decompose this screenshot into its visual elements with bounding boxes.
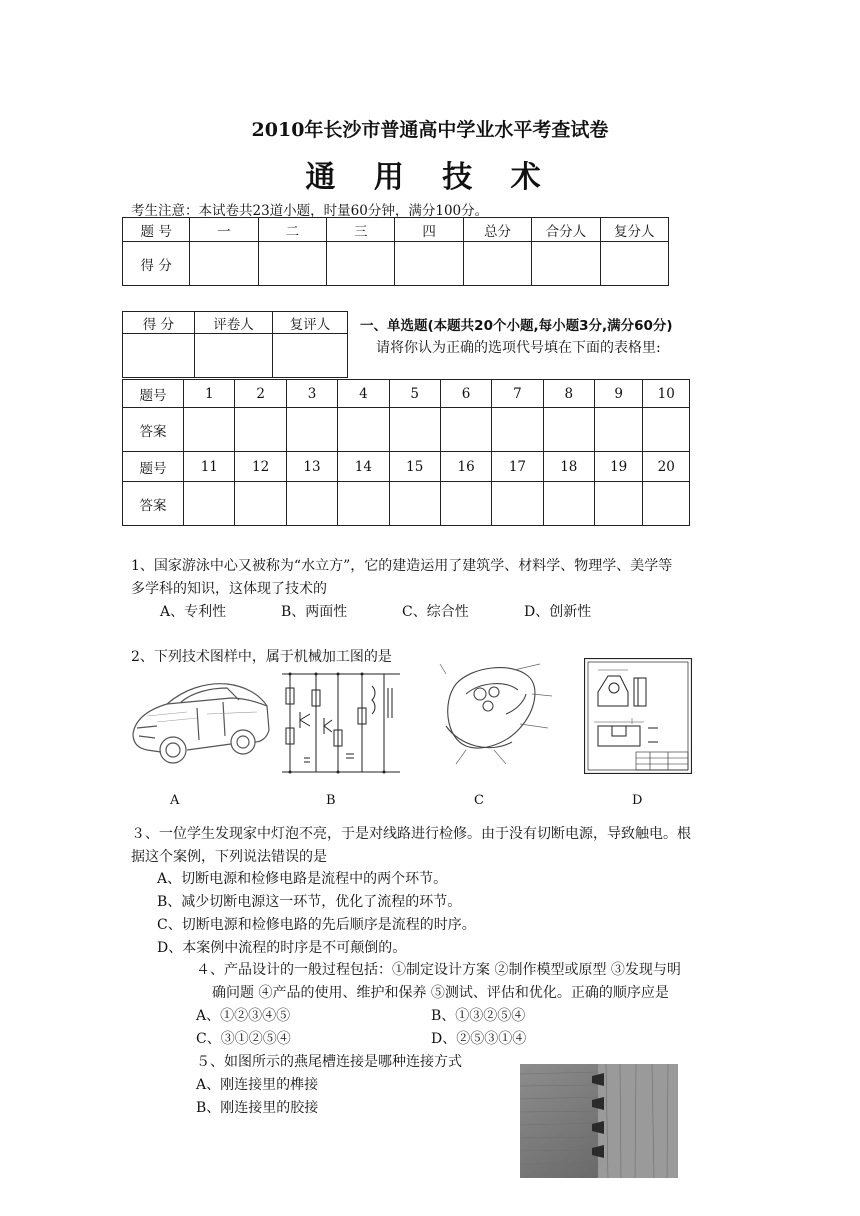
answer-table — [122, 379, 690, 526]
answer-input-cell[interactable] — [389, 408, 440, 452]
mechanical-drawing-figure[interactable] — [584, 658, 692, 774]
answer-input-cell[interactable] — [643, 482, 690, 526]
q2-label-b: B — [326, 793, 336, 808]
answer-input-cell[interactable] — [286, 482, 337, 526]
question-number-cell: 4 — [338, 380, 389, 408]
score-input-cell[interactable] — [190, 242, 258, 286]
answer-row-label: 答案 — [123, 408, 184, 452]
q4-option-d[interactable]: D、②⑤③①④ — [431, 1031, 527, 1047]
q1-option-c[interactable]: C、综合性 — [402, 604, 469, 620]
q3-option-c[interactable]: C、切断电源和检修电路的先后顺序是流程的时序。 — [157, 917, 476, 933]
question-number-cell: 15 — [389, 452, 440, 482]
q4-option-c[interactable]: C、③①②⑤④ — [196, 1031, 291, 1047]
score-header-cell: 三 — [327, 218, 395, 242]
answer-input-cell[interactable] — [643, 408, 690, 452]
grader-table — [122, 311, 348, 378]
q4-text-line1: ４、产品设计的一般过程包括：①制定设计方案 ②制作模型或原型 ③发现与明 — [196, 962, 681, 978]
score-row-label: 得 分 — [123, 242, 190, 286]
question-number-cell: 5 — [389, 380, 440, 408]
q4-option-a[interactable]: A、①②③④⑤ — [196, 1008, 291, 1024]
score-header-cell: 二 — [258, 218, 326, 242]
question-number-cell: 9 — [594, 380, 642, 408]
q3-option-d[interactable]: D、本案例中流程的时序是不可颠倒的。 — [157, 940, 407, 956]
q2-label-a: A — [170, 793, 180, 808]
q5-text: ５、如图所示的燕尾槽连接是哪种连接方式 — [196, 1054, 462, 1070]
answer-row-label: 题号 — [123, 452, 184, 482]
score-input-cell[interactable] — [600, 242, 668, 286]
q4-text-line2: 确问题 ④产品的使用、维护和保养 ⑤测试、评估和优化。正确的顺序应是 — [212, 985, 669, 1001]
answer-input-cell[interactable] — [286, 408, 337, 452]
answer-row-label: 题号 — [123, 380, 184, 408]
dovetail-joint-photo[interactable] — [520, 1064, 678, 1178]
question-number-cell: 17 — [492, 452, 543, 482]
q3-text-line2: 据这个案例，下列说法错误的是 — [131, 849, 327, 865]
grader-header-cell: 得 分 — [123, 312, 195, 334]
score-input-cell[interactable] — [258, 242, 326, 286]
answer-input-cell[interactable] — [492, 482, 543, 526]
question-number-cell: 7 — [492, 380, 543, 408]
subject-title: 通 用 技 术 — [305, 160, 555, 195]
grader-header-cell: 评卷人 — [195, 312, 273, 334]
question-number-cell: 6 — [440, 380, 491, 408]
q3-text-line1: ３、一位学生发现家中灯泡不亮，于是对线路进行检修。由于没有切断电源，导致触电。根 — [131, 826, 691, 842]
q1-option-b[interactable]: B、两面性 — [281, 604, 348, 620]
score-input-cell[interactable] — [327, 242, 395, 286]
car-sketch-figure[interactable] — [127, 672, 273, 772]
answer-row-label: 答案 — [123, 482, 184, 526]
grader-header-cell: 复评人 — [272, 312, 347, 334]
question-number-cell: 14 — [338, 452, 389, 482]
answer-input-cell[interactable] — [543, 482, 594, 526]
score-header-cell: 复分人 — [600, 218, 668, 242]
score-table — [122, 217, 669, 286]
q3-option-b[interactable]: B、减少切断电源这一环节，优化了流程的环节。 — [157, 894, 462, 910]
q1-option-d[interactable]: D、创新性 — [524, 604, 592, 620]
product-sketch-figure[interactable] — [436, 654, 560, 772]
answer-input-cell[interactable] — [184, 408, 235, 452]
answer-input-cell[interactable] — [235, 482, 286, 526]
answer-input-cell[interactable] — [492, 408, 543, 452]
section1-instruction: 请将你认为正确的选项代号填在下面的表格里: — [376, 340, 661, 356]
question-number-cell: 10 — [643, 380, 690, 408]
q2-label-c: C — [474, 793, 484, 808]
question-number-cell: 19 — [594, 452, 642, 482]
answer-input-cell[interactable] — [235, 408, 286, 452]
q2-text: 2、下列技术图样中，属于机械加工图的是 — [131, 649, 392, 665]
exam-notice: 考生注意：本试卷共23道小题，时量60分钟，满分100分。 — [131, 203, 489, 219]
q3-option-a[interactable]: A、切断电源和检修电路是流程中的两个环节。 — [157, 871, 448, 887]
score-header-cell: 合分人 — [532, 218, 600, 242]
q5-option-a[interactable]: A、刚连接里的榫接 — [196, 1077, 319, 1093]
score-header-cell: 题 号 — [123, 218, 190, 242]
answer-input-cell[interactable] — [184, 482, 235, 526]
score-header-cell: 一 — [190, 218, 258, 242]
circuit-diagram-figure[interactable] — [276, 668, 406, 780]
score-input-cell[interactable] — [532, 242, 600, 286]
answer-input-cell[interactable] — [338, 482, 389, 526]
score-input-cell[interactable] — [395, 242, 463, 286]
q2-label-d: D — [632, 793, 643, 808]
score-input-cell[interactable] — [463, 242, 531, 286]
question-number-cell: 16 — [440, 452, 491, 482]
q4-option-b[interactable]: B、①③②⑤④ — [431, 1008, 526, 1024]
grader-input-cell[interactable] — [123, 334, 195, 378]
grader-input-cell[interactable] — [272, 334, 347, 378]
question-number-cell: 3 — [286, 380, 337, 408]
question-number-cell: 11 — [184, 452, 235, 482]
q1-text-line1: 1、国家游泳中心又被称为“水立方”，它的建造运用了建筑学、材料学、物理学、美学等 — [131, 558, 673, 574]
score-header-cell: 总分 — [463, 218, 531, 242]
answer-input-cell[interactable] — [543, 408, 594, 452]
answer-input-cell[interactable] — [594, 482, 642, 526]
answer-input-cell[interactable] — [440, 482, 491, 526]
q1-text-line2: 多学科的知识，这体现了技术的 — [131, 581, 327, 597]
answer-input-cell[interactable] — [389, 482, 440, 526]
question-number-cell: 2 — [235, 380, 286, 408]
answer-input-cell[interactable] — [440, 408, 491, 452]
question-number-cell: 8 — [543, 380, 594, 408]
answer-input-cell[interactable] — [338, 408, 389, 452]
question-number-cell: 20 — [643, 452, 690, 482]
question-number-cell: 1 — [184, 380, 235, 408]
exam-title: 2010年长沙市普通高中学业水平考查试卷 — [251, 119, 609, 141]
question-number-cell: 18 — [543, 452, 594, 482]
grader-input-cell[interactable] — [195, 334, 273, 378]
q1-option-a[interactable]: A、专利性 — [160, 604, 227, 620]
q5-option-b[interactable]: B、刚连接里的胶接 — [196, 1100, 319, 1116]
question-number-cell: 12 — [235, 452, 286, 482]
score-header-cell: 四 — [395, 218, 463, 242]
section1-title: 一、单选题(本题共20个小题,每小题3分,满分60分) — [360, 318, 673, 334]
question-number-cell: 13 — [286, 452, 337, 482]
answer-input-cell[interactable] — [594, 408, 642, 452]
